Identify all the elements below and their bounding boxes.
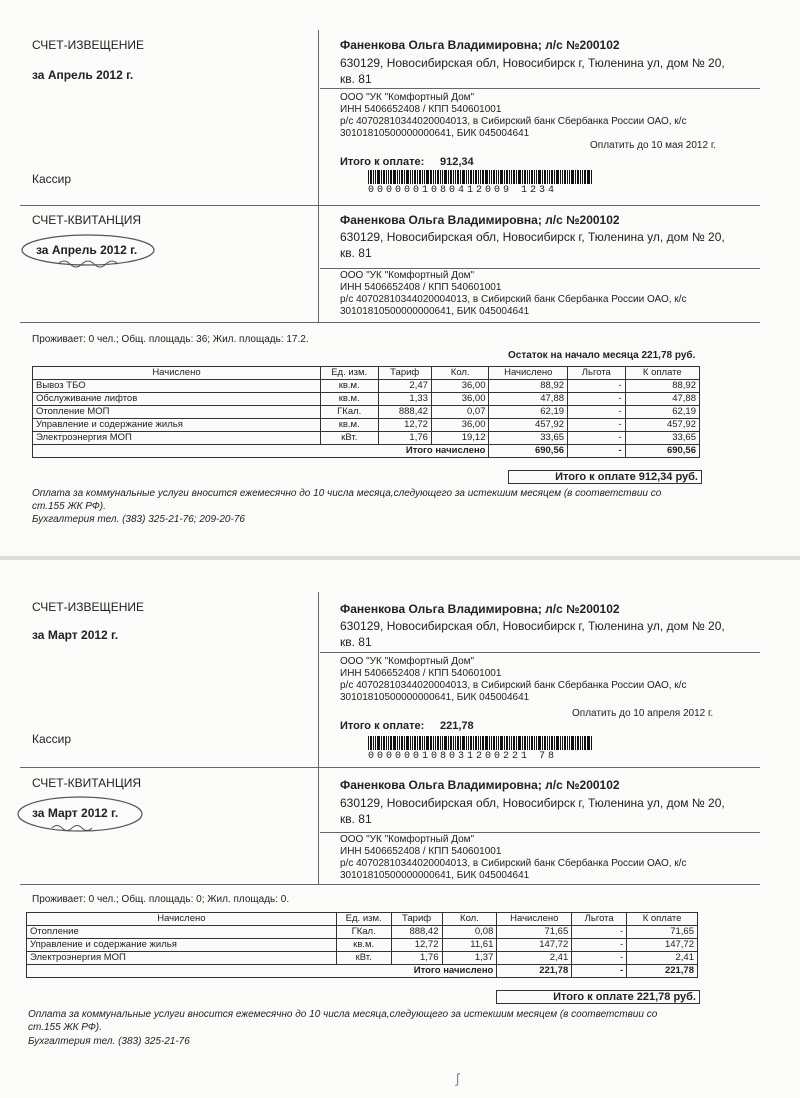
table-total-row	[27, 965, 698, 978]
payment-note: Оплата за коммунальные услуги вносится ежемесячно до 10 числа месяца,следующего за истекшим месяцем (в соответствии со	[32, 488, 662, 499]
col-header: Тариф	[378, 367, 431, 380]
charges-table	[26, 912, 698, 978]
org-inn: ИНН 5406652408 / КПП 540601001	[340, 104, 502, 115]
cell: -	[572, 952, 627, 965]
cell: 888,42	[391, 926, 442, 939]
handwritten-circle-mark	[14, 794, 154, 838]
payer-address: 630129, Новосибирская обл, Новосибирск г, Тюленина ул, дом № 20,	[340, 796, 725, 810]
payer-address-apt: кв. 81	[340, 72, 372, 86]
org-account: р/с 40702810344020004013, в Сибирский банк Сбербанка России ОАО, к/с	[340, 294, 687, 305]
org-account: р/с 40702810344020004013, в Сибирский банк Сбербанка России ОАО, к/с	[340, 858, 687, 869]
cell: кв.м.	[320, 380, 378, 393]
table-row	[33, 419, 700, 432]
org-inn: ИНН 5406652408 / КПП 540601001	[340, 846, 502, 857]
to-pay-label: Итого к оплате:	[340, 156, 425, 168]
table-row	[33, 393, 700, 406]
cell: -	[568, 393, 626, 406]
org-name: ООО "УК "Комфортный Дом"	[340, 270, 475, 281]
col-header: Начислено	[497, 913, 572, 926]
table-total-row	[33, 445, 700, 458]
section-divider-horizontal	[20, 767, 760, 768]
total-pay: 221,78	[627, 965, 698, 978]
cell: Управление и содержание жилья	[27, 939, 337, 952]
org-inn: ИНН 5406652408 / КПП 540601001	[340, 282, 502, 293]
payer-name: Фаненкова Ольга Владимировна; л/с №200102	[340, 213, 620, 227]
cell: ГКал.	[320, 406, 378, 419]
cell: 1,76	[378, 432, 431, 445]
payer-name: Фаненкова Ольга Владимировна; л/с №200102	[340, 778, 620, 792]
payer-name: Фаненкова Ольга Владимировна; л/с №200102	[340, 38, 620, 52]
col-header: Начислено	[33, 367, 321, 380]
cell: 1,33	[378, 393, 431, 406]
total-accrued: 690,56	[489, 445, 568, 458]
cell: -	[568, 380, 626, 393]
cashier-label: Кассир	[32, 172, 72, 186]
cell: 71,65	[627, 926, 698, 939]
cell: 12,72	[378, 419, 431, 432]
barcode	[368, 170, 593, 184]
cell: -	[572, 926, 627, 939]
to-pay-value: 912,34	[440, 156, 474, 168]
cell: 1,76	[391, 952, 442, 965]
org-name: ООО "УК "Комфортный Дом"	[340, 834, 475, 845]
cell: Вывоз ТБО	[33, 380, 321, 393]
cell: 71,65	[497, 926, 572, 939]
cell: Управление и содержание жилья	[33, 419, 321, 432]
cell: 147,72	[627, 939, 698, 952]
cell: Электроэнергия МОП	[27, 952, 337, 965]
section-divider-horizontal	[20, 884, 760, 885]
cell: 88,92	[625, 380, 699, 393]
accounting-phone: Бухгалтерия тел. (383) 325-21-76; 209-20-76	[32, 514, 245, 525]
cell: кв.м.	[320, 393, 378, 406]
notice-period: за Март 2012 г.	[32, 628, 119, 642]
cell: 36,00	[431, 419, 489, 432]
col-header: Начислено	[27, 913, 337, 926]
table-row	[27, 952, 698, 965]
cell: 62,19	[489, 406, 568, 419]
cell: Электроэнергия МОП	[33, 432, 321, 445]
total-benefit: -	[572, 965, 627, 978]
total-benefit: -	[568, 445, 626, 458]
cashier-label: Кассир	[32, 732, 72, 746]
bank-divider	[320, 652, 760, 653]
cell: 47,88	[489, 393, 568, 406]
col-header: Ед. изм.	[336, 913, 391, 926]
cell: 33,65	[489, 432, 568, 445]
cell: 12,72	[391, 939, 442, 952]
accounting-phone: Бухгалтерия тел. (383) 325-21-76	[28, 1036, 190, 1047]
grand-total: Итого к оплате 912,34 руб.	[508, 470, 702, 484]
payer-address: 630129, Новосибирская обл, Новосибирск г, Тюленина ул, дом № 20,	[340, 619, 725, 633]
org-bik: 30101810500000000641, БИК 045004641	[340, 870, 530, 881]
receipt-title: СЧЕТ-КВИТАНЦИЯ	[32, 213, 141, 227]
col-header: К оплате	[627, 913, 698, 926]
total-label: Итого начислено	[27, 965, 497, 978]
cell: 457,92	[489, 419, 568, 432]
cell: 36,00	[431, 380, 489, 393]
bank-divider	[320, 832, 760, 833]
payment-note: Оплата за коммунальные услуги вносится ежемесячно до 10 числа месяца,следующего за истекшим месяцем (в соответствии со	[28, 1009, 658, 1020]
payer-address-apt: кв. 81	[340, 246, 372, 260]
grand-total: Итого к оплате 221,78 руб.	[496, 990, 700, 1004]
cell: 19,12	[431, 432, 489, 445]
notice-title: СЧЕТ-ИЗВЕЩЕНИЕ	[32, 600, 145, 614]
barcode-number: 000000108031200221 78	[368, 751, 558, 762]
cell: 457,92	[625, 419, 699, 432]
cell: кВт.	[320, 432, 378, 445]
to-pay-value: 221,78	[440, 720, 474, 732]
col-header: Льгота	[568, 367, 626, 380]
col-header: Начислено	[489, 367, 568, 380]
notice-period: за Апрель 2012 г.	[32, 68, 134, 82]
col-header: Кол.	[431, 367, 489, 380]
pin-mark-icon: ʃ	[456, 1070, 460, 1086]
table-header-row	[33, 367, 700, 380]
total-label: Итого начислено	[33, 445, 489, 458]
cell: 47,88	[625, 393, 699, 406]
org-bik: 30101810500000000641, БИК 045004641	[340, 128, 530, 139]
org-name: ООО "УК "Комфортный Дом"	[340, 656, 475, 667]
notice-title: СЧЕТ-ИЗВЕЩЕНИЕ	[32, 38, 145, 52]
residence-info: Проживает: 0 чел.; Общ. площадь: 0; Жил. площадь: 0.	[32, 894, 290, 905]
cell: -	[568, 432, 626, 445]
cell: кв.м.	[336, 939, 391, 952]
cell: 62,19	[625, 406, 699, 419]
cell: 1,37	[442, 952, 497, 965]
total-pay: 690,56	[625, 445, 699, 458]
receipt-title: СЧЕТ-КВИТАНЦИЯ	[32, 776, 141, 790]
cell: ГКал.	[336, 926, 391, 939]
receipt-period: за Март 2012 г.	[32, 806, 119, 820]
cell: 88,92	[489, 380, 568, 393]
table-row	[33, 432, 700, 445]
bill-march-2012	[0, 560, 800, 1098]
payer-address: 630129, Новосибирская обл, Новосибирск г, Тюленина ул, дом № 20,	[340, 56, 725, 70]
payer-name: Фаненкова Ольга Владимировна; л/с №200102	[340, 602, 620, 616]
handwritten-circle-mark	[18, 232, 158, 274]
bank-divider	[320, 88, 760, 89]
table-row	[27, 939, 698, 952]
cell: Отопление	[27, 926, 337, 939]
cell: -	[572, 939, 627, 952]
cell: 11,61	[442, 939, 497, 952]
cell: 147,72	[497, 939, 572, 952]
org-account: р/с 40702810344020004013, в Сибирский банк Сбербанка России ОАО, к/с	[340, 116, 687, 127]
cell: -	[568, 406, 626, 419]
section-divider-horizontal	[20, 322, 760, 323]
col-header: К оплате	[625, 367, 699, 380]
table-row	[33, 380, 700, 393]
col-header: Кол.	[442, 913, 497, 926]
receipt-period: за Апрель 2012 г.	[36, 243, 138, 257]
cell: 2,41	[627, 952, 698, 965]
cell: 33,65	[625, 432, 699, 445]
org-inn: ИНН 5406652408 / КПП 540601001	[340, 668, 502, 679]
cell: кВт.	[336, 952, 391, 965]
table-row	[27, 926, 698, 939]
cell: 2,47	[378, 380, 431, 393]
due-date: Оплатить до 10 мая 2012 г.	[590, 140, 717, 151]
table-header-row	[27, 913, 698, 926]
payment-note-law: ст.155 ЖК РФ).	[28, 1022, 102, 1033]
barcode-number: 0000001080412009 1234	[368, 185, 558, 196]
due-date: Оплатить до 10 апреля 2012 г.	[572, 708, 714, 719]
barcode	[368, 736, 593, 750]
col-header: Льгота	[572, 913, 627, 926]
opening-balance: Остаток на начало месяца 221,78 руб.	[508, 350, 696, 361]
table-row	[33, 406, 700, 419]
cell: 0,07	[431, 406, 489, 419]
charges-table	[32, 366, 700, 458]
section-divider-horizontal	[20, 205, 760, 206]
org-name: ООО "УК "Комфортный Дом"	[340, 92, 475, 103]
org-account: р/с 40702810344020004013, в Сибирский банк Сбербанка России ОАО, к/с	[340, 680, 687, 691]
col-header: Тариф	[391, 913, 442, 926]
cell: 36,00	[431, 393, 489, 406]
total-accrued: 221,78	[497, 965, 572, 978]
payment-note-law: ст.155 ЖК РФ).	[32, 501, 106, 512]
payer-address: 630129, Новосибирская обл, Новосибирск г, Тюленина ул, дом № 20,	[340, 230, 725, 244]
cell: кв.м.	[320, 419, 378, 432]
cell: 2,41	[497, 952, 572, 965]
cell: -	[568, 419, 626, 432]
section-divider-vertical	[318, 592, 319, 884]
col-header: Ед. изм.	[320, 367, 378, 380]
cell: Обслуживание лифтов	[33, 393, 321, 406]
section-divider-vertical	[318, 30, 319, 322]
cell: Отопление МОП	[33, 406, 321, 419]
org-bik: 30101810500000000641, БИК 045004641	[340, 692, 530, 703]
to-pay-label: Итого к оплате:	[340, 720, 425, 732]
bank-divider	[320, 268, 760, 269]
residence-info: Проживает: 0 чел.; Общ. площадь: 36; Жил. площадь: 17.2.	[32, 334, 309, 345]
cell: 0,08	[442, 926, 497, 939]
org-bik: 30101810500000000641, БИК 045004641	[340, 306, 530, 317]
payer-address-apt: кв. 81	[340, 812, 372, 826]
payer-address-apt: кв. 81	[340, 635, 372, 649]
cell: 888,42	[378, 406, 431, 419]
